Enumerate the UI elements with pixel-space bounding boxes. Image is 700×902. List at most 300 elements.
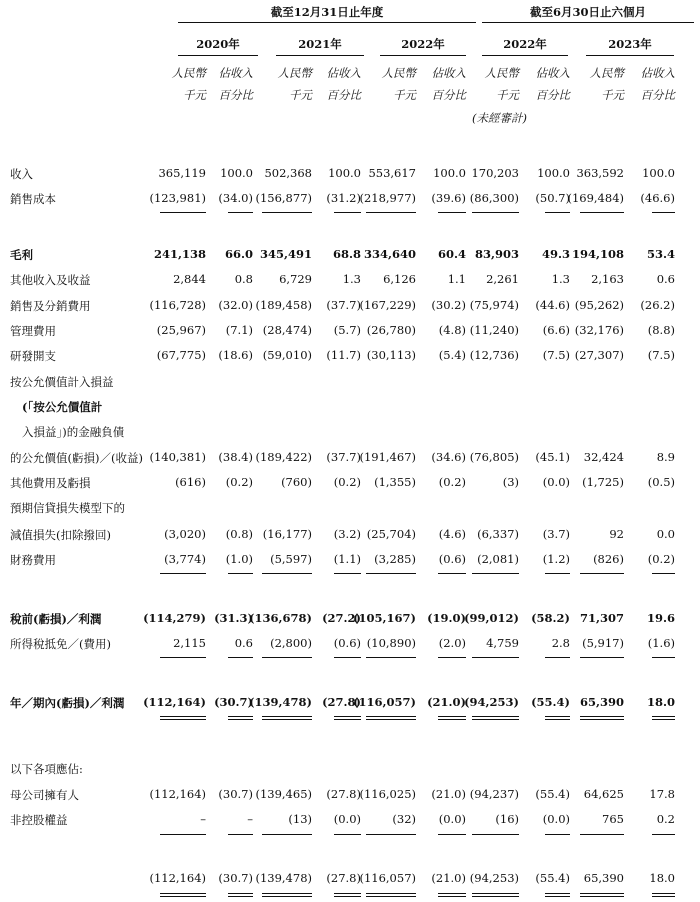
unit-line: 百分比 [218,88,253,102]
row-value: (95,262) [574,298,624,312]
row-value: (105,167) [353,611,416,625]
double-rule [228,719,253,720]
row-value: (0.0) [542,812,570,826]
row-value: (26,780) [366,323,416,337]
row-value: (1.6) [647,636,675,650]
row-value: (0.6) [333,636,361,650]
double-rule [262,893,312,894]
row-value: 8.9 [656,450,675,464]
row-value: (5,597) [270,552,312,566]
single-rule [438,834,466,835]
row-value: (2,800) [270,636,312,650]
double-rule [228,893,253,894]
row-value: 60.4 [437,247,466,261]
row-value: (7.5) [542,348,570,362]
unit-line: 百分比 [326,88,361,102]
row-label: 預期信貸損失模型下的 [10,501,125,515]
row-value: 0.0 [656,527,675,541]
single-rule [262,657,312,658]
double-rule [545,716,570,717]
single-rule [334,657,361,658]
row-label: 銷售成本 [10,192,56,206]
row-value: (30.2) [431,298,466,312]
row-value: (44.6) [535,298,570,312]
row-value: (27.8) [326,787,361,801]
row-value: (10,890) [366,636,416,650]
row-value: (140,381) [149,450,206,464]
row-value: 4,759 [486,636,519,650]
unit-percent [406,62,466,106]
single-rule [262,573,312,574]
row-value: 100.0 [328,166,361,180]
unit-line: 人民幣 [589,66,624,80]
row-value: (31.3) [214,611,253,625]
row-value: (139,478) [255,871,312,885]
row-value: (0.2) [438,475,466,489]
row-value: (32) [392,812,416,826]
unit-line: 千元 [289,88,312,102]
row-value: (139,465) [255,787,312,801]
unit-line: 佔收入 [326,66,361,80]
row-value: (27.8) [322,695,361,709]
double-rule [545,896,570,897]
row-value: (116,025) [359,787,416,801]
single-rule [262,212,312,213]
row-value: (38.4) [218,450,253,464]
row-value: (1,355) [374,475,416,489]
single-rule [160,657,206,658]
single-rule [366,834,416,835]
year-header: 2022年 [503,37,547,51]
row-value: (3,020) [164,527,206,541]
row-value: (116,057) [359,871,416,885]
row-label: 以下各項應佔: [10,762,83,776]
unit-line: 佔收入 [535,66,570,80]
row-value: (156,877) [255,191,312,205]
double-rule [262,716,312,717]
single-rule [472,212,519,213]
single-rule [545,573,570,574]
row-value: (169,484) [567,191,624,205]
row-value: 68.8 [332,247,361,261]
year-header: 2020年 [196,37,240,51]
row-label: 研發開支 [10,349,56,363]
row-value: (116,057) [353,695,416,709]
unit-line: 百分比 [535,88,570,102]
row-value: 170,203 [471,166,519,180]
row-value: 53.4 [646,247,675,261]
row-value: (3,285) [374,552,416,566]
single-rule [262,834,312,835]
row-value: (12,736) [469,348,519,362]
double-rule [438,719,466,720]
row-value: 334,640 [363,247,416,261]
row-value: (30.7) [214,695,253,709]
row-value: (55.4) [531,695,570,709]
row-label: 非控股權益 [10,813,68,827]
row-value: 194,108 [571,247,624,261]
row-value: (30.7) [218,787,253,801]
single-rule [228,573,253,574]
row-value: (139,478) [249,695,312,709]
unit-line: 人民幣 [171,66,206,80]
row-value: (760) [281,475,312,489]
row-value: 6,126 [383,272,416,286]
double-rule [334,893,361,894]
single-rule [366,573,416,574]
row-label: 稅前(虧損)／利潤 [10,612,102,626]
row-value: (1,725) [582,475,624,489]
row-value: (13) [288,812,312,826]
single-rule [160,212,206,213]
row-value: (116,728) [149,298,206,312]
row-label: 收入 [10,167,33,181]
row-value: (6,337) [477,527,519,541]
header-group-annual: 截至12月31日止年度 [270,5,384,19]
row-value: (3) [502,475,519,489]
row-value: (112,164) [149,787,206,801]
single-rule [228,657,253,658]
row-label: 的公允價值(虧損)／(收益) [10,451,143,465]
row-value: – [200,812,206,826]
row-label: 其他費用及虧損 [10,476,91,490]
row-label: 管理費用 [10,324,56,338]
row-value: (5.7) [333,323,361,337]
row-value: (50.7) [535,191,570,205]
row-value: 100.0 [642,166,675,180]
single-rule [366,657,416,658]
row-label: 其他收入及收益 [10,273,91,287]
row-label: 母公司擁有人 [10,788,79,802]
row-value: (67,775) [156,348,206,362]
row-value: (30,113) [366,348,416,362]
row-value: (218,977) [359,191,416,205]
row-value: (112,164) [149,871,206,885]
single-rule [366,212,416,213]
row-value: (94,253) [464,695,519,709]
year-header-rule [276,55,364,56]
year-header-rule [586,55,674,56]
double-rule [580,893,624,894]
double-rule [472,719,519,720]
row-value: (0.2) [647,552,675,566]
row-value: (18.6) [218,348,253,362]
row-value: (37.7) [326,450,361,464]
row-value: 765 [602,812,624,826]
row-value: 553,617 [368,166,416,180]
double-rule [652,716,675,717]
double-rule [652,896,675,897]
single-rule [545,657,570,658]
unit-percent [193,62,253,106]
row-value: (7.1) [225,323,253,337]
row-value: (21.0) [431,871,466,885]
row-value: (3.7) [542,527,570,541]
row-label: 毛利 [10,248,33,262]
unit-line: 千元 [183,88,206,102]
row-value: (0.0) [542,475,570,489]
row-value: 502,368 [264,166,312,180]
double-rule [366,719,416,720]
row-value: (191,467) [359,450,416,464]
year-header-rule [178,55,258,56]
single-rule [334,212,361,213]
double-rule [366,896,416,897]
row-value: 100.0 [220,166,253,180]
double-rule [366,893,416,894]
row-value: (58.2) [531,611,570,625]
row-value: (75,974) [469,298,519,312]
row-value: (4.6) [438,527,466,541]
year-header-rule [482,55,568,56]
year-header: 2023年 [608,37,652,51]
row-label: 減值損失(扣除撥回) [10,528,111,542]
row-value: (3.2) [333,527,361,541]
row-value: (94,237) [469,787,519,801]
row-value: 345,491 [259,247,312,261]
row-value: (16,177) [262,527,312,541]
row-label: 年／期內(虧損)／利潤 [10,696,125,710]
double-rule [228,716,253,717]
row-value: 19.6 [646,611,675,625]
unit-line: 佔收入 [218,66,253,80]
row-value: 6,729 [279,272,312,286]
row-value: (45.1) [535,450,570,464]
year-header: 2021年 [298,37,342,51]
double-rule [580,896,624,897]
double-rule [652,719,675,720]
row-value: (25,704) [366,527,416,541]
row-value: 365,119 [158,166,206,180]
double-rule [262,719,312,720]
row-value: (0.5) [647,475,675,489]
row-value: (2.0) [438,636,466,650]
row-value: (114,279) [143,611,206,625]
row-value: (0.2) [225,475,253,489]
row-label: 所得稅抵免／(費用) [10,637,111,651]
unit-line: 百分比 [640,88,675,102]
row-value: (16) [495,812,519,826]
row-value: (0.2) [333,475,361,489]
row-value: (3,774) [164,552,206,566]
single-rule [652,657,675,658]
single-rule [160,573,206,574]
single-rule [652,212,675,213]
row-value: (37.7) [326,298,361,312]
row-value: (94,253) [469,871,519,885]
row-value: (26.2) [640,298,675,312]
unit-line: 人民幣 [277,66,312,80]
row-value: (1.0) [225,552,253,566]
row-value: 18.0 [646,695,675,709]
unit-percent [301,62,361,106]
row-value: (30.7) [218,871,253,885]
row-value: (34.6) [431,450,466,464]
single-rule [334,573,361,574]
double-rule [160,893,206,894]
row-label: 財務費用 [10,553,56,567]
row-value: (59,010) [262,348,312,362]
unit-line: 人民幣 [484,66,519,80]
row-value: 2,844 [173,272,206,286]
single-rule [334,834,361,835]
double-rule [160,716,206,717]
single-rule [472,573,519,574]
row-value: 2,163 [591,272,624,286]
row-value: 100.0 [537,166,570,180]
single-rule [545,834,570,835]
row-label: 按公允價值計入損益 [10,375,114,389]
row-value: 0.2 [656,812,675,826]
double-rule [438,716,466,717]
double-rule [545,893,570,894]
row-value: (27,307) [574,348,624,362]
row-value: (112,164) [143,695,206,709]
single-rule [438,212,466,213]
row-value: (2,081) [477,552,519,566]
row-value: (1.2) [542,552,570,566]
row-value: (11,240) [469,323,519,337]
header-group-interim: 截至6月30日止六個月 [529,5,646,19]
row-value: (99,012) [464,611,519,625]
double-rule [160,896,206,897]
row-value: (86,300) [469,191,519,205]
row-label: 入損益」)的金融負債 [22,425,125,439]
row-value: (8.8) [647,323,675,337]
row-value: 2,261 [486,272,519,286]
row-value: 65,390 [579,695,624,709]
row-value: (136,678) [249,611,312,625]
single-rule [652,573,675,574]
single-rule [580,657,624,658]
row-value: (55.4) [535,787,570,801]
single-rule [228,212,253,213]
row-value: 0.6 [656,272,675,286]
row-value: 64,625 [583,787,624,801]
row-value: (0.0) [333,812,361,826]
single-rule [438,657,466,658]
row-value: (0.6) [438,552,466,566]
row-value: 0.6 [234,636,253,650]
double-rule [228,896,253,897]
row-value: (5,917) [582,636,624,650]
unit-line: 佔收入 [431,66,466,80]
single-rule [580,212,624,213]
row-value: (5.4) [438,348,466,362]
row-value: (4.8) [438,323,466,337]
row-value: 363,592 [576,166,624,180]
year-header: 2022年 [401,37,445,51]
single-rule [652,834,675,835]
row-value: (189,458) [255,298,312,312]
row-value: 2.8 [551,636,570,650]
row-label: 銷售及分銷費用 [10,299,91,313]
row-value: 49.3 [541,247,570,261]
row-value: (189,422) [255,450,312,464]
row-value: (25,967) [156,323,206,337]
row-value: (11.7) [326,348,361,362]
single-rule [438,573,466,574]
row-value: 18.0 [649,871,675,885]
unit-line: 佔收入 [640,66,675,80]
unit-percent [615,62,675,106]
row-value: (31.2) [326,191,361,205]
unit-line: 千元 [496,88,519,102]
row-value: 0.8 [234,272,253,286]
row-value: 241,138 [153,247,206,261]
row-value: (123,981) [149,191,206,205]
header-group-annual-rule [178,22,476,23]
double-rule [334,719,361,720]
row-value: (46.6) [640,191,675,205]
row-value: (6.6) [542,323,570,337]
row-value: – [247,812,253,826]
unit-percent [510,62,570,106]
row-value: (28,474) [262,323,312,337]
row-value: (32.0) [218,298,253,312]
unit-line: 千元 [601,88,624,102]
single-rule [160,834,206,835]
row-value: (826) [593,552,624,566]
double-rule [652,893,675,894]
row-value: (0.0) [438,812,466,826]
double-rule [472,893,519,894]
row-value: 17.8 [649,787,675,801]
single-rule [472,657,519,658]
row-value: (7.5) [647,348,675,362]
row-value: (21.0) [431,787,466,801]
double-rule [262,896,312,897]
row-value: (21.0) [427,695,466,709]
row-value: (32,176) [574,323,624,337]
row-value: (1.1) [333,552,361,566]
row-value: (167,229) [359,298,416,312]
single-rule [545,212,570,213]
double-rule [334,896,361,897]
row-value: (34.0) [218,191,253,205]
double-rule [334,716,361,717]
single-rule [580,834,624,835]
row-value: (27.2) [322,611,361,625]
single-rule [472,834,519,835]
double-rule [545,719,570,720]
double-rule [580,719,624,720]
row-value: 2,115 [173,636,206,650]
row-value: 1.1 [447,272,466,286]
row-value: 71,307 [579,611,624,625]
unit-line: 千元 [393,88,416,102]
double-rule [160,719,206,720]
row-value: (27.8) [326,871,361,885]
double-rule [580,716,624,717]
double-rule [472,716,519,717]
row-value: (19.0) [427,611,466,625]
double-rule [438,896,466,897]
row-value: (55.4) [535,871,570,885]
row-value: 92 [609,527,624,541]
single-rule [580,573,624,574]
row-value: 32,424 [583,450,624,464]
row-value: (76,805) [469,450,519,464]
double-rule [438,893,466,894]
row-value: (616) [175,475,206,489]
row-value: 65,390 [583,871,624,885]
row-value: 1.3 [342,272,361,286]
row-value: (0.8) [225,527,253,541]
double-rule [366,716,416,717]
header-group-interim-rule [482,22,694,23]
row-value: 100.0 [433,166,466,180]
